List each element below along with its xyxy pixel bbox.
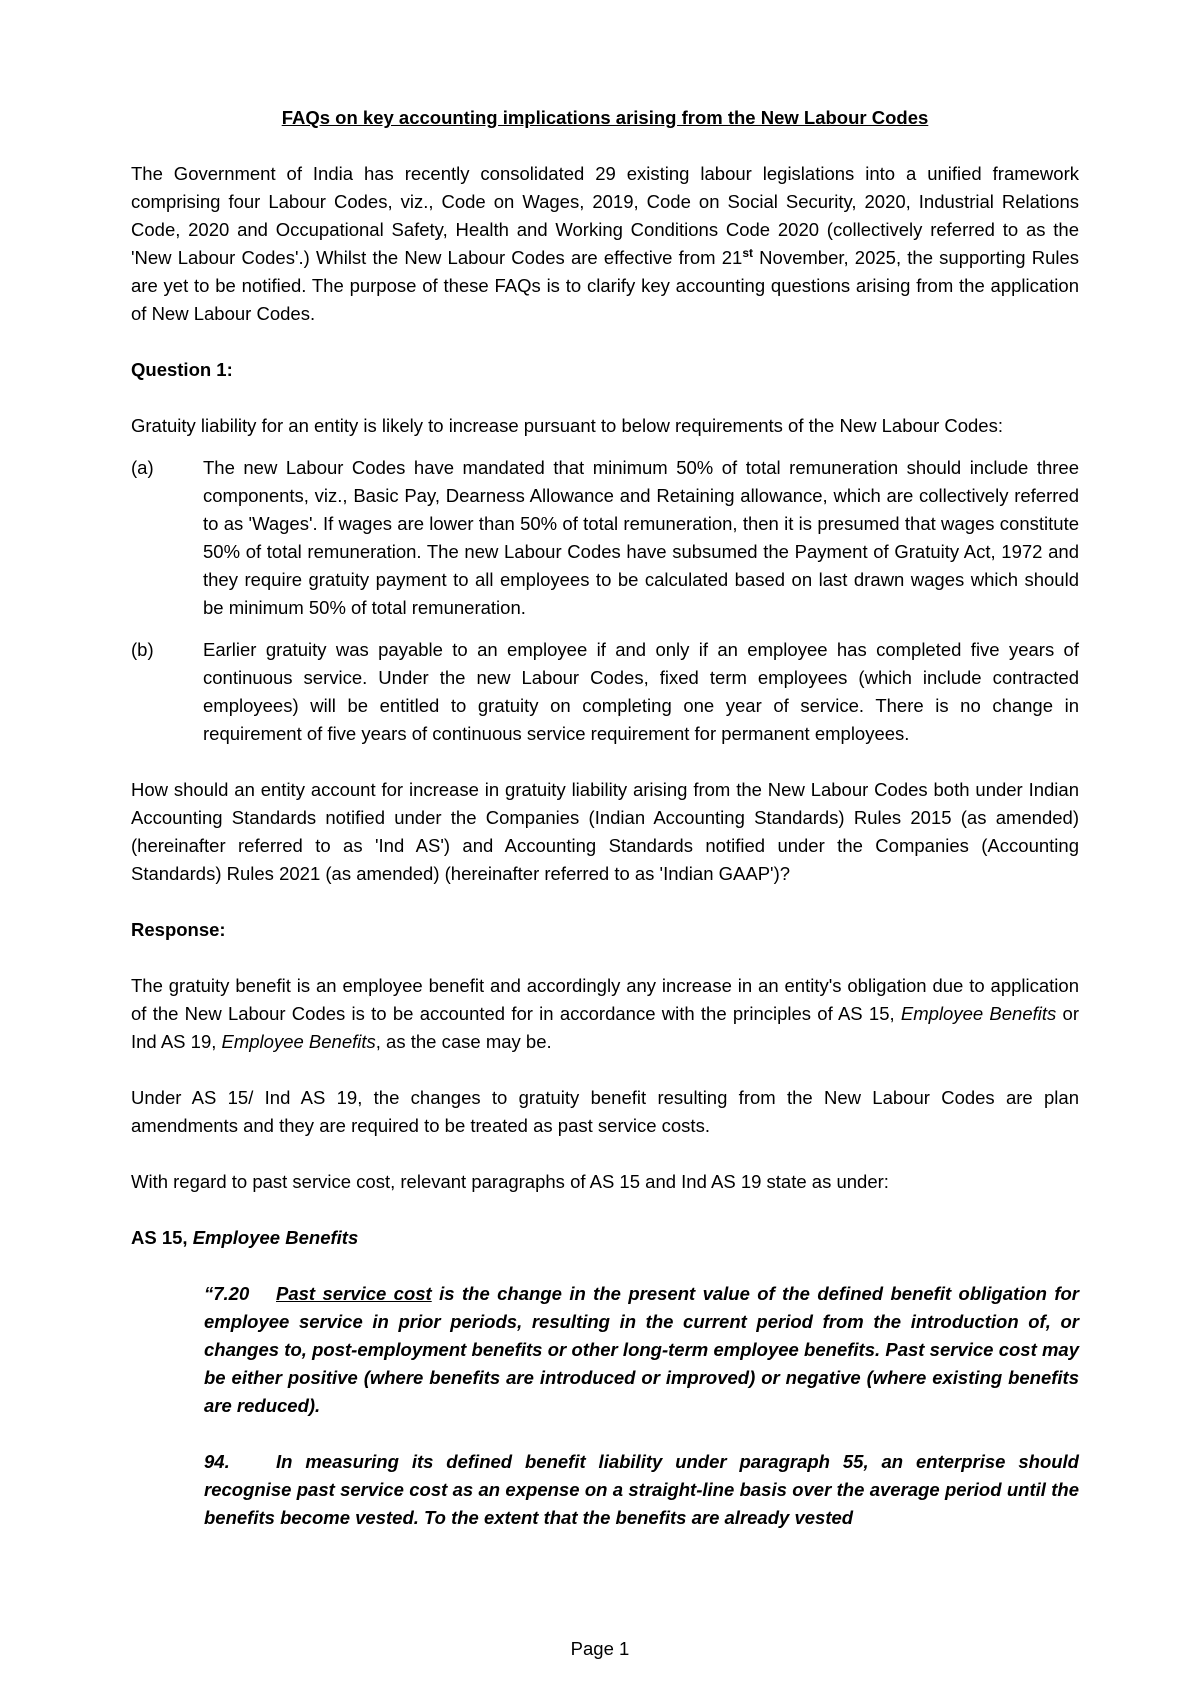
intro-text-part1: The Government of India has recently consolidated 29 existing labour legislations into a unified framework comprising four Labour Codes, viz., Code on Wages, 2019, Code on Social Security, 2020, Industrial Relations Code, 2020 and Occupational Safety, Health and Working Conditions Code 2020 (collectively referred to as the 'New Labour Codes'.) Whilst the New Labour Codes are effective from 21 — [131, 163, 1079, 268]
page-number: Page 1 — [570, 1638, 630, 1659]
quote-paragraph-94 — [204, 1448, 1079, 1532]
question-text: How should an entity account for increase in gratuity liability arising from the New Labour Codes both under Indian Accounting Standards notified under the Companies (Indian Accounting Standards) Rules 2015 (as amended) (hereinafter referred to as 'Ind AS') and Accounting Standards notified under the Companies (Accounting Standards) Rules 2021 (as amended) (hereinafter referred to as 'Indian GAAP')? — [131, 779, 1079, 884]
response-paragraph-2: Under AS 15/ Ind AS 19, the changes to gratuity benefit resulting from the New Labour Codes are plan amendments and they are required to be treated as past service costs. — [131, 1087, 1079, 1136]
question-heading: Question 1: — [131, 359, 233, 380]
quote-text: In measuring its defined benefit liability under paragraph 55, an enterprise should recognise past service cost as an expense on a straight-line basis over the average period until the benefits become vested. To the extent that the benefits are already vested — [204, 1451, 1079, 1528]
response-paragraph-1 — [131, 972, 1079, 1056]
standard-name: Employee Benefits — [900, 1003, 1057, 1024]
response-text: or Ind AS 19, — [131, 1003, 1079, 1052]
response-heading: Response: — [131, 919, 226, 940]
intro-text-part2: November, 2025, the supporting Rules are yet to be notified. The purpose of these FAQs is to clarify key accounting questions arising from the application of New Labour Codes. — [131, 247, 1080, 324]
response-text: , as the case may be. — [375, 1031, 552, 1052]
as15-heading-title: Employee Benefits — [192, 1227, 359, 1248]
list-item — [131, 636, 1079, 748]
list-item-label: (b) — [131, 639, 154, 660]
document-body — [131, 104, 1079, 1560]
list-item — [131, 454, 1079, 622]
standard-name: Employee Benefits — [221, 1031, 376, 1052]
quote-paragraph-7-20 — [204, 1280, 1079, 1420]
list-item-text: The new Labour Codes have mandated that minimum 50% of total remuneration should include three components, viz., Basic Pay, Dearness Allowance and Retaining allowance, which are collectively referred to as 'Wages'. If wages are lower than 50% of total remuneration, then it is presumed that wages constitute 50% of total remuneration. The new Labour Codes have subsumed the Payment of Gratuity Act, 1972 and they require gratuity payment to all employees to be calculated based on last drawn wages which should be minimum 50% of total remuneration. — [203, 457, 1079, 618]
response-paragraph-3: With regard to past service cost, relevant paragraphs of AS 15 and Ind AS 19 state as under: — [131, 1171, 889, 1192]
document-title: FAQs on key accounting implications arising from the New Labour Codes — [281, 107, 929, 128]
as15-heading — [131, 1224, 1079, 1252]
quote-text: is the change in the present value of the defined benefit obligation for employee service in prior periods, resulting in the current period from the introduction of, or changes to, post-employment benefits or other long-term employee benefits. Past service cost may be either positive (where benefits are introduced or improved) or negative (where existing benefits are reduced). — [204, 1283, 1079, 1416]
quote-number: 94. — [204, 1451, 230, 1472]
as15-heading-prefix: AS 15, — [131, 1227, 193, 1248]
list-item-label: (a) — [131, 457, 154, 478]
list-item-text: Earlier gratuity was payable to an employee if and only if an employee has completed five years of continuous service. Under the new Labour Codes, fixed term employees (which include contracted employees) will be entitled to gratuity on completing one year of service. There is no change in requirement of five years of continuous service requirement for permanent employees. — [203, 639, 1079, 744]
response-text: The gratuity benefit is an employee benefit and accordingly any increase in an entity's obligation due to application of the New Labour Codes is to be accounted for in accordance with the principles of AS 15, — [131, 975, 1079, 1024]
intro-paragraph — [131, 160, 1079, 328]
question-intro: Gratuity liability for an entity is likely to increase pursuant to below requirements of the New Labour Codes: — [131, 415, 1003, 436]
intro-superscript: st — [742, 245, 754, 260]
quote-term: Past service cost — [276, 1283, 432, 1304]
quote-number: “7.20 — [204, 1283, 250, 1304]
